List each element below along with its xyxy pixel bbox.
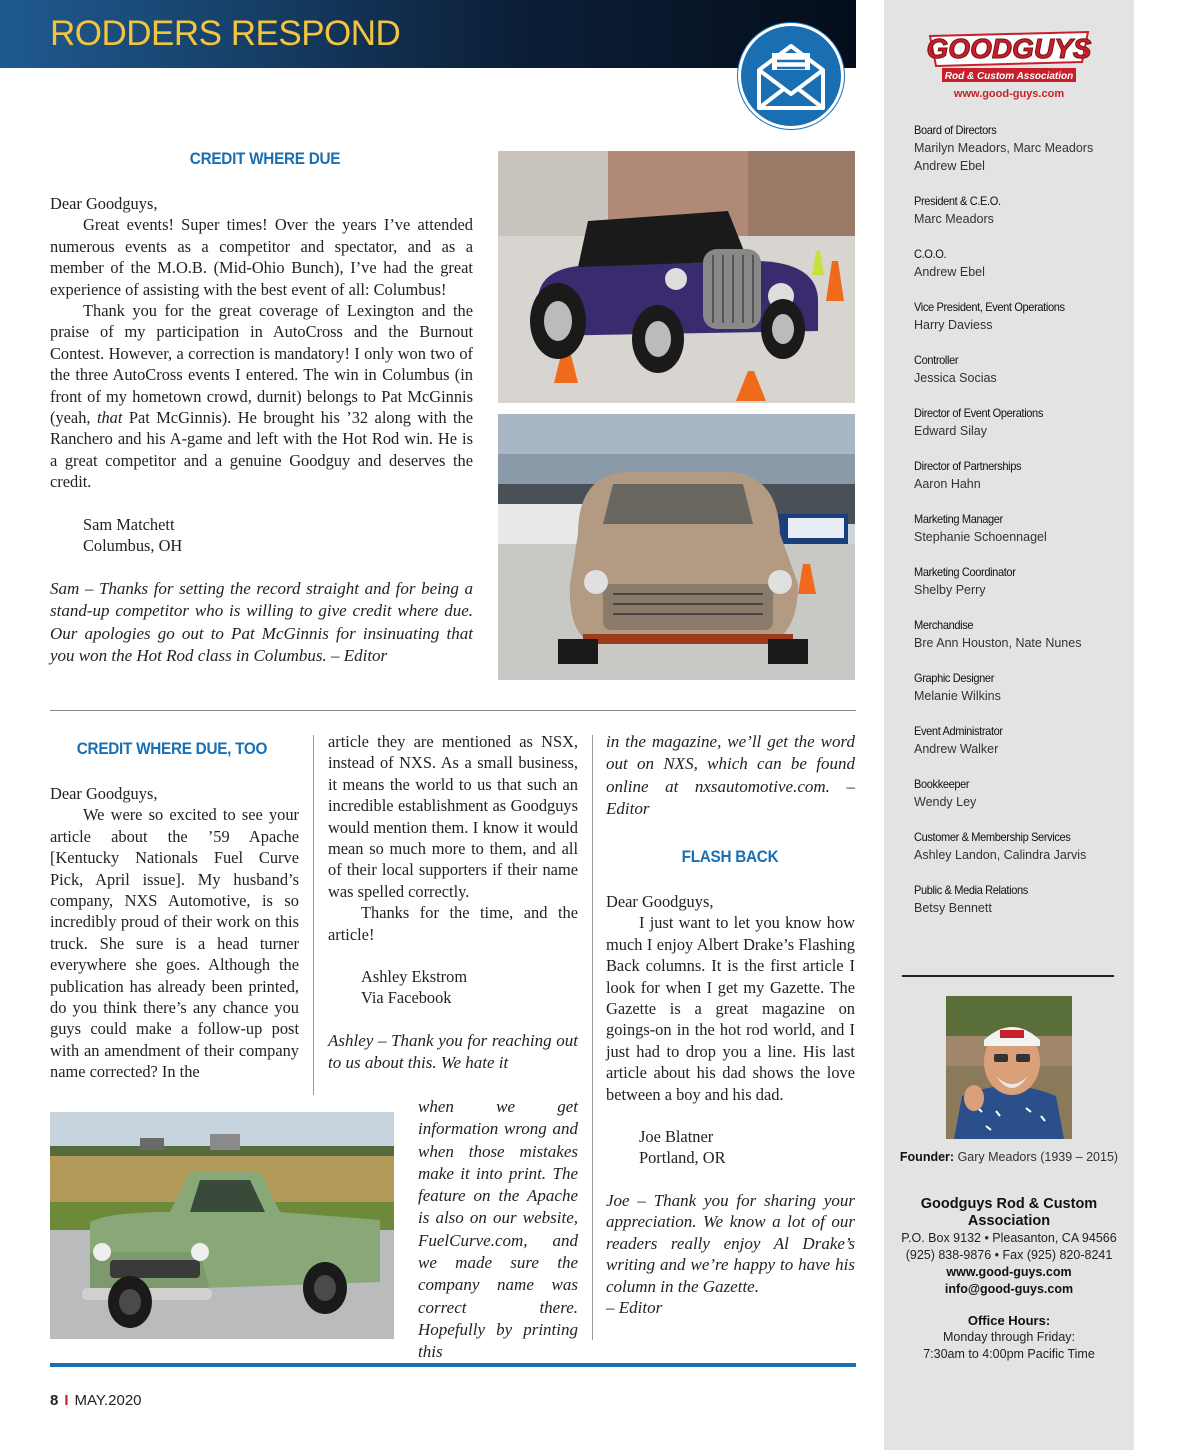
association-phone: (925) 838-9876 • Fax (925) 820-8241 — [905, 1248, 1113, 1262]
founder-photo — [946, 996, 1072, 1139]
letter2-reply-c: in the magazine, we’ll get the word out on NXS, which can be found online at nxsautomotive.com. – Editor — [606, 732, 855, 818]
footer-rule — [50, 1363, 856, 1367]
staff-role: Marketing Coordinator — [914, 565, 1016, 579]
footer-separator: I — [64, 1392, 69, 1409]
staff-entry — [914, 617, 1124, 652]
letter3-editor-sign: – Editor — [606, 1297, 663, 1317]
roadster-photo — [498, 151, 855, 403]
staff-entry — [914, 564, 1124, 599]
logo-subtext: Rod & Custom Association — [944, 71, 1074, 82]
staff-entry — [914, 511, 1124, 546]
letter1-editor-reply: Sam – Thanks for setting the record straight and for being a stand-up competitor who is willing to give credit where due. Our apologies go out to Pat McGinnis for insinuating that you won the Hot Rod class in Columbus. – Editor — [50, 578, 473, 665]
staff-role: Merchandise — [914, 618, 974, 632]
apache-truck-photo — [50, 1112, 394, 1339]
founder-label: Founder: — [899, 1150, 955, 1164]
staff-names: Bre Ann Houston, Nate Nunes — [914, 636, 1082, 650]
letter2-reply-b: when we get information wrong and when those mistakes make it into print. The feature on the Apache is also on our website, FuelCurve.com, and we made sure the company name was correct there. Hopefully by printing this — [418, 1097, 578, 1362]
office-hours-days: Monday through Friday: — [942, 1330, 1075, 1344]
letter1-signature-name: Sam Matchett — [83, 514, 175, 534]
founder-name: Gary Meadors (1939 – 2015) — [957, 1150, 1119, 1164]
staff-role: Graphic Designer — [914, 671, 995, 685]
letter3-paragraph-1: I just want to let you know how much I enjoy Albert Drake’s Flashing Back columns. It is the first article I look for when I get my Gazette. The Gazette is a great magazine on goings-on in the hot rod world, and I just had to drop you a line. His last article about his dad shows the love between a boy and his dad. — [606, 913, 855, 1104]
letter2-paragraph-2: Thanks for the time, and the article! — [328, 903, 578, 944]
logo-wordmark: GOODGUYS — [926, 33, 1092, 64]
section-divider — [50, 710, 856, 711]
page-footer — [50, 1392, 142, 1409]
letter3-signature-place: Portland, OR — [639, 1148, 726, 1168]
letter2-col1 — [50, 783, 299, 1083]
letter2-signature-place: Via Facebook — [361, 988, 452, 1008]
staff-names: Marilyn Meadors, Marc Meadors — [914, 141, 1094, 155]
staff-role: Board of Directors — [914, 123, 997, 137]
goodguys-logo — [926, 28, 1092, 84]
association-address: P.O. Box 9132 • Pleasanton, CA 94566 — [901, 1231, 1117, 1245]
staff-role: Event Administrator — [914, 724, 1003, 738]
sidebar-divider — [902, 975, 1114, 977]
staff-names: Ashley Landon, Calindra Jarvis — [914, 848, 1087, 862]
founder-credit — [884, 1150, 1134, 1164]
staff-entry — [914, 776, 1124, 811]
staff-role: Controller — [914, 353, 959, 367]
staff-role: Director of Partnerships — [914, 459, 1022, 473]
letter1-signature-place: Columbus, OH — [83, 536, 183, 556]
staff-entry — [914, 882, 1124, 917]
staff-role: Marketing Manager — [914, 512, 1003, 526]
letter3-signature-name: Joe Blatner — [639, 1127, 714, 1147]
issue-date: MAY.2020 — [74, 1392, 142, 1409]
envelope-icon — [738, 23, 844, 129]
column-divider — [313, 735, 314, 1095]
staff-entry — [914, 405, 1124, 440]
letter1-heading: CREDIT WHERE DUE — [189, 149, 341, 168]
staff-names: Wendy Ley — [914, 795, 977, 809]
section-title: RODDERS RESPOND — [50, 14, 401, 53]
association-name: Goodguys Rod & Custom Association — [920, 1196, 1098, 1229]
column-divider-2 — [592, 735, 593, 1340]
staff-names: Marc Meadors — [914, 212, 994, 226]
staff-names: Jessica Socias — [914, 371, 997, 385]
staff-entry — [914, 122, 1124, 175]
association-contact — [884, 1196, 1134, 1363]
office-hours-time: 7:30am to 4:00pm Pacific Time — [923, 1347, 1095, 1361]
letter2-signature-name: Ashley Ekstrom — [361, 967, 468, 987]
letter1-salutation: Dear Goodguys, — [50, 194, 158, 213]
staff-names: Edward Silay — [914, 424, 987, 438]
staff-entry — [914, 246, 1124, 281]
staff-names: Aaron Hahn — [914, 477, 981, 491]
staff-names: Stephanie Schoennagel — [914, 530, 1047, 544]
letter2-heading: CREDIT WHERE DUE, TOO — [76, 739, 268, 758]
staff-entry — [914, 299, 1124, 334]
staff-role: Vice President, Event Operations — [914, 300, 1065, 314]
staff-names: Andrew Walker — [914, 742, 999, 756]
staff-entry — [914, 670, 1124, 705]
page-number: 8 — [50, 1392, 59, 1409]
staff-entry — [914, 829, 1124, 864]
staff-names: Melanie Wilkins — [914, 689, 1001, 703]
letter1-body — [50, 193, 473, 668]
staff-role: Public & Media Relations — [914, 883, 1028, 897]
letter3-salutation: Dear Goodguys, — [606, 892, 714, 911]
staff-role: Customer & Membership Services — [914, 830, 1071, 844]
staff-role: Bookkeeper — [914, 777, 970, 791]
staff-names: Andrew Ebel — [914, 159, 985, 173]
staff-role: President & C.E.O. — [914, 194, 1001, 208]
association-website[interactable]: www.good-guys.com — [946, 1265, 1072, 1279]
staff-directory — [914, 122, 1124, 935]
staff-entry — [914, 352, 1124, 387]
logo-url: www.good-guys.com — [953, 88, 1065, 100]
letter1-paragraph-1: Great events! Super times! Over the years I’ve attended numerous events as a competitor and spectator, and as a member of the M.O.B. (Mid-Ohio Bunch), I’ve had the great experience of assisting with the best event of all: Columbus! — [50, 215, 473, 299]
letter2-salutation: Dear Goodguys, — [50, 784, 158, 803]
staff-names: Betsy Bennett — [914, 901, 992, 915]
letter3-editor-reply: Joe – Thank you for sharing your appreciation. We know a lot of our readers really enjoy Al Drake’s writing and we’re happy to have his column in the Gazette. — [606, 1190, 855, 1296]
patina-sedan-photo — [498, 414, 855, 680]
association-email[interactable]: info@good-guys.com — [944, 1282, 1074, 1296]
staff-entry — [914, 193, 1124, 228]
letter2-paragraph-1a: We were so excited to see your article about the ’59 Apache [Kentucky Nationals Fuel Curve Pick, April issue]. My husband’s company, NXS Automotive, is so incredibly proud of their work on this truck. She sure is a head turner everywhere she goes. Although the publication has already been printed, do you think there’s any chance you guys could make a follow-up post with an amendment of their company name corrected? In the — [50, 805, 299, 1082]
letter2-col2 — [328, 731, 578, 1074]
staff-entry — [914, 723, 1124, 758]
office-hours-title: Office Hours: — [967, 1313, 1051, 1328]
letter2-paragraph-1b: article they are mentioned as NSX, instead of NXS. As a small business, it means the world to us that such an incredible establishment as Goodguys would mention them. I know it would mean so much more to them, and all of their local supporters if their name was spelled correctly. — [328, 732, 578, 901]
staff-names: Shelby Perry — [914, 583, 986, 597]
staff-names: Andrew Ebel — [914, 265, 985, 279]
letter3-heading: FLASH BACK — [681, 847, 779, 866]
staff-entry — [914, 458, 1124, 493]
staff-role: C.O.O. — [914, 247, 947, 261]
letter1-paragraph-2: Thank you for the great coverage of Lexington and the praise of my participation in AutoCross and the Burnout Contest. However, a correction is mandatory! I only won two of the three AutoCross events I entered. The win in Columbus (in front of my hometown crowd, durnit) belongs to Pat McGinnis (yeah, that Pat McGinnis). He brought his ’32 along with the Ranchero and his A-game and left with the Hot Rod win. He is a great competitor and a genuine Goodguy and deserves the credit. — [50, 301, 473, 492]
staff-names: Harry Daviess — [914, 318, 993, 332]
staff-role: Director of Event Operations — [914, 406, 1043, 420]
letter2-reply-a: Ashley – Thank you for reaching out to us about this. We hate it — [328, 1030, 578, 1072]
letter3-body — [606, 891, 855, 1318]
